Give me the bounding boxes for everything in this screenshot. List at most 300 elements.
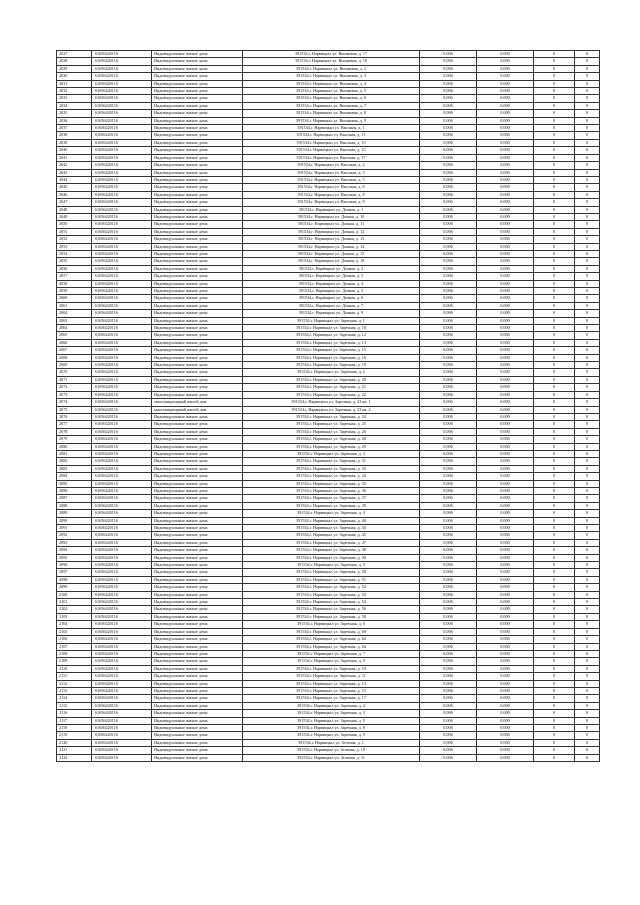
value-3-cell: 0	[534, 258, 575, 265]
value-3-cell: 0	[534, 643, 575, 650]
building-type-cell: Индивидуальные жилые дома	[152, 576, 243, 583]
value-3-cell: 0	[534, 280, 575, 287]
value-3-cell: 0	[534, 273, 575, 280]
value-2-cell: 0,000	[477, 591, 534, 598]
address-cell: 391534,г. Нарвицкал ул. Заречная, д. 9	[243, 732, 420, 739]
building-type-cell: Индивидуальные жилые дома	[152, 650, 243, 657]
row-number-cell: 2032	[57, 88, 92, 95]
row-number-cell: 2048	[57, 206, 92, 213]
address-cell: 391534,г. Нарвицкал ул. Заречная, д. 8	[243, 724, 420, 731]
value-1-cell: 0,006	[420, 702, 477, 709]
oktmo-code-cell: 61656420116	[92, 650, 152, 657]
value-3-cell: 0	[534, 354, 575, 361]
address-cell: 391534,г. Нарвицкал ул. Заречная, д. 3	[243, 710, 420, 717]
table-row	[57, 88, 600, 95]
table-row	[57, 606, 600, 613]
value-1-cell: 0,006	[420, 613, 477, 620]
value-4-cell: 0	[575, 199, 600, 206]
oktmo-code-cell: 61656420116	[92, 325, 152, 332]
address-cell: 391534,г. Нарвицкал ул. Заречная, д. 7	[243, 650, 420, 657]
row-number-cell: 2101	[57, 599, 92, 606]
value-1-cell: 0,006	[420, 710, 477, 717]
value-4-cell: 0	[575, 673, 600, 680]
oktmo-code-cell: 61656420116	[92, 606, 152, 613]
value-1-cell: 0,006	[420, 295, 477, 302]
row-number-cell: 2093	[57, 539, 92, 546]
oktmo-code-cell: 61656420116	[92, 458, 152, 465]
row-number-cell: 2056	[57, 265, 92, 272]
oktmo-code-cell: 61656420116	[92, 125, 152, 132]
value-3-cell: 0	[534, 710, 575, 717]
table-row	[57, 450, 600, 457]
table-row	[57, 584, 600, 591]
value-1-cell: 0,006	[420, 554, 477, 561]
value-4-cell: 0	[575, 665, 600, 672]
value-3-cell: 0	[534, 376, 575, 383]
value-4-cell: 0	[575, 680, 600, 687]
value-1-cell: 0,006	[420, 317, 477, 324]
value-4-cell: 0	[575, 154, 600, 161]
value-3-cell: 0	[534, 80, 575, 87]
value-2-cell: 0,000	[477, 413, 534, 420]
value-1-cell: 0,006	[420, 51, 477, 58]
table-row	[57, 310, 600, 317]
row-number-cell: 2043	[57, 169, 92, 176]
building-type-cell: Индивидуальные жилые дома	[152, 280, 243, 287]
oktmo-code-cell: 61656420116	[92, 636, 152, 643]
value-4-cell: 0	[575, 191, 600, 198]
value-4-cell: 0	[575, 495, 600, 502]
address-cell: 391534,г. Нарвицкал ул. Заречная, д. 16	[243, 354, 420, 361]
value-3-cell: 0	[534, 399, 575, 406]
building-type-cell: Индивидуальные жилые дома	[152, 132, 243, 139]
document-page	[56, 50, 589, 762]
oktmo-code-cell: 61656420116	[92, 739, 152, 746]
address-cell: 391534,г. Нарвицкал ул. Высокая, д. 17	[243, 154, 420, 161]
value-4-cell: 0	[575, 436, 600, 443]
row-number-cell: 2116	[57, 710, 92, 717]
value-3-cell: 0	[534, 162, 575, 169]
oktmo-code-cell: 61656420116	[92, 243, 152, 250]
value-4-cell: 0	[575, 502, 600, 509]
value-1-cell: 0,006	[420, 147, 477, 154]
table-row	[57, 569, 600, 576]
value-2-cell: 0,000	[477, 473, 534, 480]
value-2-cell: 0,000	[477, 421, 534, 428]
row-number-cell: 2077	[57, 421, 92, 428]
table-row	[57, 332, 600, 339]
value-3-cell: 0	[534, 117, 575, 124]
table-row	[57, 376, 600, 383]
building-type-cell: Индивидуальные жилые дома	[152, 51, 243, 58]
address-cell: 391534,г. Нарвицкал ул. Заречная, д. 62	[243, 636, 420, 643]
value-2-cell: 0,000	[477, 584, 534, 591]
address-cell: 391534,г. Нарвицкал ул. Зеленая, д. 10	[243, 747, 420, 754]
value-4-cell: 0	[575, 325, 600, 332]
row-number-cell: 2027	[57, 51, 92, 58]
value-4-cell: 0	[575, 510, 600, 517]
value-1-cell: 0,006	[420, 695, 477, 702]
value-3-cell: 0	[534, 154, 575, 161]
oktmo-code-cell: 61656420116	[92, 95, 152, 102]
row-number-cell: 2057	[57, 273, 92, 280]
address-cell: 391534,г. Нарвицкал ул. Заречная, д. 25	[243, 421, 420, 428]
address-cell: 391534,г. Нарвицкал ул. Высокая, д. 13	[243, 139, 420, 146]
row-number-cell: 2091	[57, 525, 92, 532]
value-2-cell: 0,000	[477, 636, 534, 643]
address-cell: 391534,г. Нарвицкал ул. Заречная, д. 17	[243, 695, 420, 702]
value-3-cell: 0	[534, 680, 575, 687]
oktmo-code-cell: 61656420116	[92, 280, 152, 287]
value-2-cell: 0,000	[477, 132, 534, 139]
oktmo-code-cell: 61656420116	[92, 376, 152, 383]
value-1-cell: 0,006	[420, 243, 477, 250]
value-2-cell: 0,000	[477, 228, 534, 235]
oktmo-code-cell: 61656420116	[92, 169, 152, 176]
address-cell: 391534,г. Нарвицкал ул. Заречная, д. 26	[243, 428, 420, 435]
value-2-cell: 0,000	[477, 73, 534, 80]
value-1-cell: 0,006	[420, 80, 477, 87]
row-number-cell: 2040	[57, 147, 92, 154]
value-4-cell: 0	[575, 221, 600, 228]
value-3-cell: 0	[534, 576, 575, 583]
building-type-cell: Индивидуальные жилые дома	[152, 117, 243, 124]
value-4-cell: 0	[575, 517, 600, 524]
value-2-cell: 0,000	[477, 362, 534, 369]
row-number-cell: 2069	[57, 362, 92, 369]
row-number-cell: 2115	[57, 702, 92, 709]
value-4-cell: 0	[575, 102, 600, 109]
value-3-cell: 0	[534, 147, 575, 154]
row-number-cell: 2037	[57, 125, 92, 132]
row-number-cell: 2085	[57, 480, 92, 487]
oktmo-code-cell: 61656420116	[92, 117, 152, 124]
value-4-cell: 0	[575, 606, 600, 613]
address-cell: 391534,г. Нарвицкал ул. Дачная, д. 9	[243, 310, 420, 317]
address-cell: 391534,г. Нарвицкал ул. Заречная, д. 51	[243, 576, 420, 583]
building-type-cell: Индивидуальные жилые дома	[152, 169, 243, 176]
value-4-cell: 0	[575, 650, 600, 657]
oktmo-code-cell: 61656420116	[92, 695, 152, 702]
building-type-cell: Индивидуальные жилые дома	[152, 384, 243, 391]
value-3-cell: 0	[534, 665, 575, 672]
table-row	[57, 458, 600, 465]
oktmo-code-cell: 61656420116	[92, 687, 152, 694]
value-2-cell: 0,000	[477, 406, 534, 413]
value-2-cell: 0,000	[477, 125, 534, 132]
table-row	[57, 154, 600, 161]
building-type-cell: Индивидуальные жилые дома	[152, 724, 243, 731]
oktmo-code-cell: 61656420116	[92, 310, 152, 317]
table-row	[57, 510, 600, 517]
building-type-cell: Индивидуальные жилые дома	[152, 369, 243, 376]
oktmo-code-cell: 61656420116	[92, 88, 152, 95]
value-3-cell: 0	[534, 184, 575, 191]
value-4-cell: 0	[575, 125, 600, 132]
table-row	[57, 517, 600, 524]
value-3-cell: 0	[534, 421, 575, 428]
building-type-cell: Индивидуальные жилые дома	[152, 458, 243, 465]
value-1-cell: 0,006	[420, 191, 477, 198]
building-type-cell: Индивидуальные жилые дома	[152, 591, 243, 598]
table-row	[57, 384, 600, 391]
building-type-cell: Индивидуальные жилые дома	[152, 228, 243, 235]
row-number-cell: 2087	[57, 495, 92, 502]
row-number-cell: 2072	[57, 384, 92, 391]
value-1-cell: 0,006	[420, 480, 477, 487]
value-2-cell: 0,000	[477, 184, 534, 191]
oktmo-code-cell: 61656420116	[92, 339, 152, 346]
row-number-cell: 2118	[57, 724, 92, 731]
building-type-cell: Индивидуальные жилые дома	[152, 102, 243, 109]
building-type-cell: Индивидуальные жилые дома	[152, 665, 243, 672]
table-row	[57, 532, 600, 539]
table-row	[57, 591, 600, 598]
value-4-cell: 0	[575, 243, 600, 250]
building-type-cell: Индивидуальные жилые дома	[152, 606, 243, 613]
row-number-cell: 2071	[57, 376, 92, 383]
value-1-cell: 0,006	[420, 421, 477, 428]
row-number-cell: 2068	[57, 354, 92, 361]
table-row	[57, 339, 600, 346]
address-cell: 391534,г. Нарвицкал ул. Дачная, д. 15	[243, 250, 420, 257]
row-number-cell: 2095	[57, 554, 92, 561]
building-type-cell: Индивидуальные жилые дома	[152, 480, 243, 487]
value-3-cell: 0	[534, 95, 575, 102]
address-cell: 391534,г. Нарвицкал ул. Заречная, д. 2	[243, 702, 420, 709]
table-row	[57, 391, 600, 398]
address-cell: 391534,г. Нарвицкал ул. Заречная, д. 37	[243, 495, 420, 502]
value-2-cell: 0,000	[477, 139, 534, 146]
building-type-cell: Индивидуальные жилые дома	[152, 473, 243, 480]
value-2-cell: 0,000	[477, 88, 534, 95]
building-type-cell: Индивидуальные жилые дома	[152, 302, 243, 309]
value-3-cell: 0	[534, 58, 575, 65]
oktmo-code-cell: 61656420116	[92, 702, 152, 709]
value-2-cell: 0,000	[477, 525, 534, 532]
address-cell: 391534,г. Нарвицкал ул. Заречная, д. 33	[243, 465, 420, 472]
oktmo-code-cell: 61656420116	[92, 384, 152, 391]
value-4-cell: 0	[575, 732, 600, 739]
row-number-cell: 2121	[57, 747, 92, 754]
value-1-cell: 0,006	[420, 362, 477, 369]
row-number-cell: 2076	[57, 413, 92, 420]
address-cell: 391534,г. Нарвицкал ул. Заречная, д. 5	[243, 717, 420, 724]
value-4-cell: 0	[575, 169, 600, 176]
value-3-cell: 0	[534, 702, 575, 709]
value-4-cell: 0	[575, 562, 600, 569]
value-1-cell: 0,006	[420, 717, 477, 724]
address-cell: 391534,г. Нарвицкал ул. Заречная, д. 21	[243, 384, 420, 391]
value-1-cell: 0,006	[420, 347, 477, 354]
value-4-cell: 0	[575, 332, 600, 339]
value-2-cell: 0,000	[477, 621, 534, 628]
value-1-cell: 0,006	[420, 354, 477, 361]
value-1-cell: 0,006	[420, 339, 477, 346]
row-number-cell: 2039	[57, 139, 92, 146]
value-2-cell: 0,000	[477, 258, 534, 265]
table-row	[57, 228, 600, 235]
value-4-cell: 0	[575, 695, 600, 702]
value-2-cell: 0,000	[477, 658, 534, 665]
table-row	[57, 702, 600, 709]
table-row	[57, 502, 600, 509]
value-2-cell: 0,000	[477, 539, 534, 546]
row-number-cell: 2031	[57, 80, 92, 87]
building-type-cell: Индивидуальные жилые дома	[152, 636, 243, 643]
oktmo-code-cell: 61656420116	[92, 724, 152, 731]
building-type-cell: Индивидуальные жилые дома	[152, 547, 243, 554]
oktmo-code-cell: 61656420116	[92, 221, 152, 228]
value-3-cell: 0	[534, 236, 575, 243]
value-1-cell: 0,006	[420, 517, 477, 524]
value-1-cell: 0,006	[420, 258, 477, 265]
table-row	[57, 525, 600, 532]
value-3-cell: 0	[534, 125, 575, 132]
oktmo-code-cell: 61656420116	[92, 317, 152, 324]
value-1-cell: 0,006	[420, 280, 477, 287]
value-2-cell: 0,000	[477, 643, 534, 650]
value-1-cell: 0,006	[420, 650, 477, 657]
building-type-cell: Индивидуальные жилые дома	[152, 569, 243, 576]
value-1-cell: 0,006	[420, 502, 477, 509]
value-4-cell: 0	[575, 717, 600, 724]
building-type-cell: Индивидуальные жилые дома	[152, 739, 243, 746]
value-4-cell: 0	[575, 413, 600, 420]
value-1-cell: 0,006	[420, 724, 477, 731]
oktmo-code-cell: 61656420116	[92, 273, 152, 280]
value-1-cell: 0,006	[420, 391, 477, 398]
value-1-cell: 0,006	[420, 532, 477, 539]
value-4-cell: 0	[575, 288, 600, 295]
oktmo-code-cell: 61656420116	[92, 465, 152, 472]
address-cell: 391534,г. Нарвицкал ул. Заречная, д. 3	[243, 450, 420, 457]
row-number-cell: 2036	[57, 117, 92, 124]
building-type-cell: Индивидуальные жилые дома	[152, 332, 243, 339]
building-type-cell: многоквартирный жилой дом	[152, 406, 243, 413]
value-3-cell: 0	[534, 458, 575, 465]
value-4-cell: 0	[575, 621, 600, 628]
value-4-cell: 0	[575, 443, 600, 450]
table-row	[57, 273, 600, 280]
value-2-cell: 0,000	[477, 695, 534, 702]
value-1-cell: 0,006	[420, 562, 477, 569]
address-cell: 391534,г. Нарвицкал ул. Заречная, д. 36	[243, 487, 420, 494]
row-number-cell: 2075	[57, 406, 92, 413]
value-4-cell: 0	[575, 525, 600, 532]
oktmo-code-cell: 61656420116	[92, 176, 152, 183]
value-3-cell: 0	[534, 599, 575, 606]
value-1-cell: 0,006	[420, 495, 477, 502]
value-4-cell: 0	[575, 184, 600, 191]
value-1-cell: 0,006	[420, 273, 477, 280]
row-number-cell: 2100	[57, 591, 92, 598]
value-1-cell: 0,006	[420, 465, 477, 472]
value-1-cell: 0,006	[420, 132, 477, 139]
address-cell: 391534,г. Нарвицкал ул. Дачная, д. 11	[243, 221, 420, 228]
value-4-cell: 0	[575, 139, 600, 146]
value-1-cell: 0,006	[420, 88, 477, 95]
building-type-cell: Индивидуальные жилые дома	[152, 184, 243, 191]
oktmo-code-cell: 61656420116	[92, 428, 152, 435]
oktmo-code-cell: 61656420116	[92, 754, 152, 761]
value-1-cell: 0,006	[420, 687, 477, 694]
row-number-cell: 2080	[57, 443, 92, 450]
value-3-cell: 0	[534, 539, 575, 546]
value-1-cell: 0,006	[420, 325, 477, 332]
building-type-cell: Индивидуальные жилые дома	[152, 465, 243, 472]
value-1-cell: 0,006	[420, 621, 477, 628]
table-row	[57, 739, 600, 746]
value-4-cell: 0	[575, 73, 600, 80]
building-type-cell: Индивидуальные жилые дома	[152, 213, 243, 220]
address-cell: 391534,г. Нарвицкал ул. Вишневая, д. 9	[243, 117, 420, 124]
value-3-cell: 0	[534, 51, 575, 58]
value-1-cell: 0,006	[420, 599, 477, 606]
row-number-cell: 2089	[57, 510, 92, 517]
value-2-cell: 0,000	[477, 465, 534, 472]
value-4-cell: 0	[575, 636, 600, 643]
building-type-cell: Индивидуальные жилые дома	[152, 147, 243, 154]
value-3-cell: 0	[534, 176, 575, 183]
value-2-cell: 0,000	[477, 332, 534, 339]
value-3-cell: 0	[534, 687, 575, 694]
table-row	[57, 487, 600, 494]
table-row	[57, 213, 600, 220]
row-number-cell: 2041	[57, 154, 92, 161]
building-type-cell: Индивидуальные жилые дома	[152, 265, 243, 272]
oktmo-code-cell: 61656420116	[92, 443, 152, 450]
table-row	[57, 399, 600, 406]
value-2-cell: 0,000	[477, 354, 534, 361]
building-type-cell: Индивидуальные жилые дома	[152, 347, 243, 354]
value-2-cell: 0,000	[477, 547, 534, 554]
address-cell: 391534,г. Нарвицкал ул. Высокая, д. 9	[243, 199, 420, 206]
value-2-cell: 0,000	[477, 213, 534, 220]
oktmo-code-cell: 61656420116	[92, 502, 152, 509]
value-4-cell: 0	[575, 354, 600, 361]
address-cell: 391534,г. Нарвицкал ул. Заречная, д. 10	[243, 665, 420, 672]
value-4-cell: 0	[575, 273, 600, 280]
value-1-cell: 0,006	[420, 584, 477, 591]
row-number-cell: 2119	[57, 732, 92, 739]
value-2-cell: 0,000	[477, 510, 534, 517]
value-2-cell: 0,000	[477, 347, 534, 354]
table-row	[57, 169, 600, 176]
address-cell: 391534,г. Нарвицкал ул. Дачная, д. 3	[243, 273, 420, 280]
address-cell: 391534,г. Нарвицкал ул. Заречная, д. 45	[243, 532, 420, 539]
row-number-cell: 2073	[57, 391, 92, 398]
address-cell: 391534,г. Нарвицкал ул. Заречная, д. 12	[243, 332, 420, 339]
address-cell: 391534,г. Нарвицкал ул. Высокая, д. 6	[243, 184, 420, 191]
value-1-cell: 0,006	[420, 628, 477, 635]
building-type-cell: Индивидуальные жилые дома	[152, 436, 243, 443]
value-1-cell: 0,006	[420, 487, 477, 494]
row-number-cell: 2097	[57, 569, 92, 576]
value-4-cell: 0	[575, 547, 600, 554]
value-4-cell: 0	[575, 702, 600, 709]
address-cell: 391534,г. Нарвицкал ул. Заречная, д. 29	[243, 443, 420, 450]
row-number-cell: 2105	[57, 628, 92, 635]
table-row	[57, 695, 600, 702]
building-type-cell: Индивидуальные жилые дома	[152, 125, 243, 132]
value-3-cell: 0	[534, 295, 575, 302]
row-number-cell: 2033	[57, 95, 92, 102]
row-number-cell: 2034	[57, 102, 92, 109]
value-4-cell: 0	[575, 739, 600, 746]
value-4-cell: 0	[575, 754, 600, 761]
value-4-cell: 0	[575, 347, 600, 354]
